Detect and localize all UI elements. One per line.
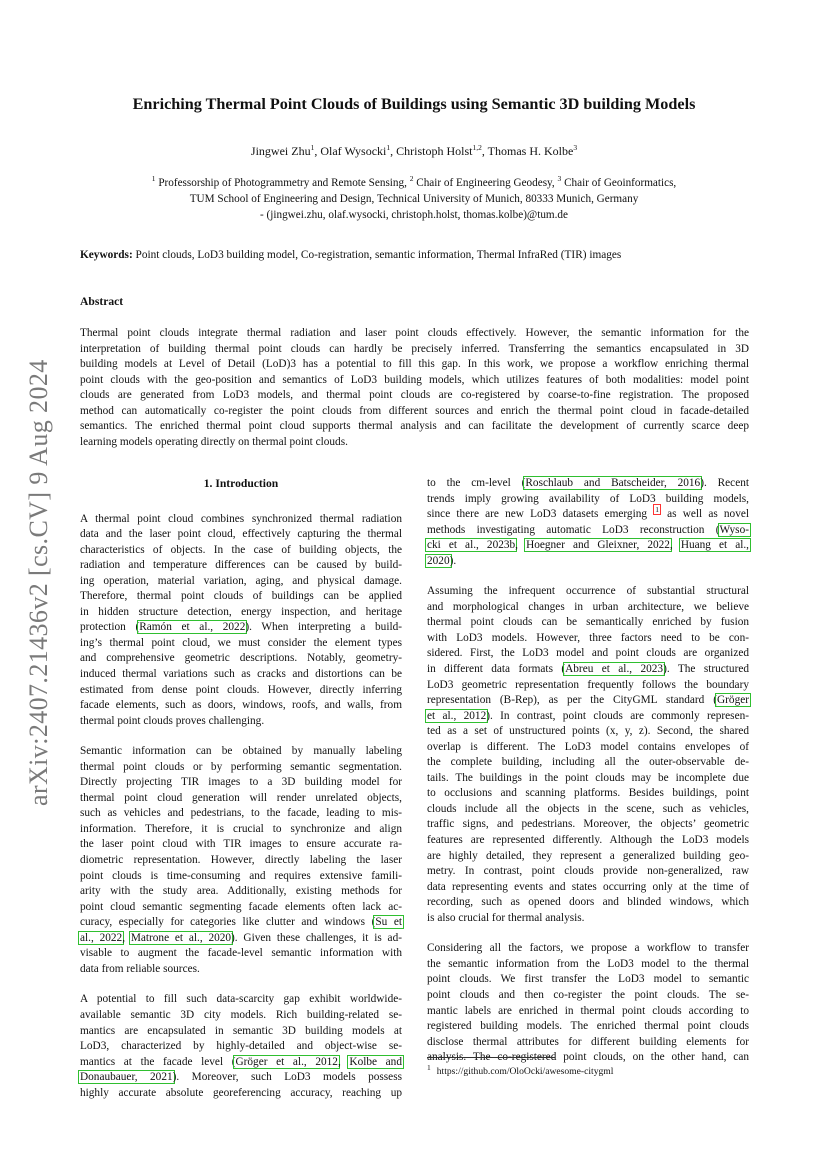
text-line: the complete building, including all the outer-observable de-: [427, 756, 749, 769]
text-line: Therefore, thermal point clouds of buildings can be applied: [80, 590, 402, 603]
text-line: facade elements, such as doors, windows, roofs, and walls, from: [80, 699, 402, 712]
text-line: A potential to fill such data-scarcity gap exhibit worldwide-: [80, 993, 402, 1006]
text-line: cki et al., 2023b, Hoegner and Gleixner, 2022, Huang et al.,: [427, 539, 749, 552]
text-line: information. Therefore, it is crucial to synchronize and align: [80, 822, 402, 835]
arxiv-stamp: arXiv:2407.21436v2 [cs.CV] 9 Aug 2024: [24, 359, 53, 806]
text-line: in different data formats (Abreu et al., 2023). The structured: [427, 663, 749, 676]
text-line: point clouds. We first transfer the LoD3 model to semantic: [427, 973, 749, 986]
affiliation-line-2: TUM School of Engineering and Design, Technical University of Munich, 80333 Munich, Germany: [189, 193, 639, 205]
text-line: induced thermal variations such as cracks and distortions can be: [80, 668, 402, 681]
text-line: al., 2022, Matrone et al., 2020). Given these challenges, it is ad-: [80, 931, 402, 944]
text-line: visable to augment the facade-level semantic information with: [80, 947, 402, 960]
text-line: ted as a set of unstructured points (x, y, z). Second, the shared: [427, 725, 749, 738]
text-line: mantics are encapsulated in semantic 3D building models at: [80, 1024, 402, 1037]
text-line: methods investigating automatic LoD3 reconstruction (Wyso-: [427, 523, 749, 536]
abstract-line: point clouds with the geo-position and semantics of LoD3 building models, which utilizes features of both modalities: model point: [80, 373, 749, 386]
text-line: metry. In contrast, point clouds provide non-generalized, raw: [427, 865, 749, 878]
affiliation-line-1: $^1$ Professorship of Photogrammetry and Remote Sensing, $^2$ Chair of Engineering Geodesy, $^3$ Chair of Geoinformatics,: [151, 174, 677, 189]
text-line: trends imply growing availability of LoD3 building models,: [427, 492, 749, 505]
citation-link[interactable]: Gröger et al., 2012: [235, 1055, 338, 1068]
text-line: radiation and temperature differences can be caused by build-: [80, 559, 402, 572]
text-line: thermal point clouds proves challenging.: [80, 714, 265, 727]
citation-link[interactable]: Abreu et al., 2023: [565, 663, 664, 676]
text-line: 2020).: [427, 554, 457, 567]
text-line: data and the laser point cloud, effectively capturing the thermal: [80, 528, 402, 541]
text-line: traffic signs, and pedestrians. Moreover, the objects’ geometric: [427, 818, 749, 831]
text-line: mantics at the facade level (Gröger et al., 2012, Kolbe and: [80, 1055, 402, 1068]
text-line: tails. The buildings in the point clouds may be incomplete due: [427, 771, 749, 784]
text-line: et al., 2012). In contrast, point clouds are commonly represen-: [427, 709, 749, 722]
author-list: Jingwei Zhu$^1$, Olaf Wysocki$^1$, Christoph Holst$^{1,2}$, Thomas H. Kolbe$^3$: [250, 143, 578, 158]
abstract-line: interpretation of building thermal point clouds can hardly be precisely inferred. Transferring the semantics encapsulated in 3D: [80, 342, 749, 355]
section-heading-introduction: 1. Introduction: [203, 477, 279, 490]
abstract-line: learning models operating directly on thermal point clouds.: [80, 435, 348, 448]
left-column: [80, 476, 402, 1101]
citation-link[interactable]: Hoegner and Gleixner, 2022: [526, 539, 670, 552]
text-line: estimated from dense point clouds. However, directly inferring: [80, 683, 402, 696]
right-column: [427, 476, 749, 1066]
text-line: representation (B-Rep), as per the CityGML standard (Gröger: [427, 694, 749, 707]
text-line: with LoD3 models. However, three factors need to be con-: [427, 631, 749, 644]
footnote-ref-link[interactable]: 1: [655, 505, 659, 515]
text-line: recording, such as opened doors and blinded windows, which: [427, 896, 749, 909]
citation-link[interactable]: Su et: [375, 916, 402, 929]
paper-title: Enriching Thermal Point Clouds of Buildings using Semantic 3D building Models: [132, 95, 696, 113]
citation-link[interactable]: et al., 2012: [427, 709, 487, 722]
text-line: and comprehensive geometric descriptions. Notably, geometry-: [80, 652, 402, 665]
text-line: available semantic 3D city models. Rich building-related se-: [80, 1008, 402, 1021]
affiliation-emails: - (jingwei.zhu, olaf.wysocki, christoph.holst, thomas.kolbe)@tum.de: [260, 209, 568, 221]
text-line: ing’s thermal point cloud, we must consider the element types: [80, 636, 402, 649]
text-line: Assuming the infrequent occurrence of substantial structural: [427, 585, 749, 598]
footnote-url[interactable]: https://github.com/OloOcki/awesome-citygml: [436, 1066, 614, 1077]
text-line: since there are new LoD3 datasets emerging $^1$ as well as novel: [427, 505, 749, 521]
text-line: overlap is different. The LoD3 model contains envelopes of: [427, 740, 749, 753]
abstract-line: Thermal point clouds integrate thermal radiation and laser point clouds effectively. However, the semantic information for the: [80, 327, 749, 339]
author-name: Christoph Holst: [396, 144, 473, 158]
citation-link[interactable]: Matrone et al., 2020: [130, 931, 232, 944]
citation-link[interactable]: Roschlaub and Batscheider, 2016: [525, 477, 701, 489]
text-line: the semantic information from the LoD3 model to the thermal: [427, 957, 749, 970]
text-line: are highly detailed, they represent a generalized building geo-: [427, 849, 749, 862]
text-line: LoD3 geometric representation frequently follows the boundary: [427, 678, 749, 691]
citation-link[interactable]: Huang et al.,: [680, 539, 749, 552]
text-line: diometric representation. However, directly labeling the laser: [80, 854, 402, 867]
affiliations: [0, 175, 828, 223]
text-line: Donaubauer, 2021). Moreover, such LoD3 models possess: [80, 1071, 402, 1084]
text-line: the laser point cloud with TIR images to ensure accurate ra-: [80, 838, 402, 851]
text-line: highly accurate absolute georeferencing accuracy, reaching up: [80, 1086, 402, 1099]
abstract-line: semantics. The enriched thermal point cloud supports thermal analysis and can facilitate the development of currently scarce deep: [80, 420, 749, 433]
text-line: ing operation, material variation, aging, and physical damage.: [80, 574, 402, 587]
text-line: thermal point clouds can be semantically enriched by fusion: [427, 616, 749, 629]
text-line: characteristics of objects. In the case of building objects, the: [80, 543, 402, 556]
text-line: to the cm-level (Roschlaub and Batscheider, 2016). Recent: [427, 477, 749, 489]
text-line: disclose thermal attributes for different building elements for: [427, 1035, 749, 1048]
paragraph: [427, 584, 749, 926]
text-line: thermal point cloud generation will render unrelated objects,: [80, 791, 402, 804]
text-line: sidered. First, the LoD3 model and point clouds are organized: [427, 647, 749, 660]
text-line: Semantic information can be obtained by manually labeling: [80, 745, 402, 758]
paragraph: [427, 476, 749, 569]
citation-link[interactable]: al., 2022: [80, 931, 123, 944]
text-line: arity with the study area. Additionally, existing methods for: [80, 885, 402, 898]
text-line: mantic labels are enriched in thermal point clouds according to: [427, 1004, 749, 1017]
text-line: in hidden structure detection, energy inspection, and heritage: [80, 605, 402, 618]
author-name: Thomas H. Kolbe: [487, 144, 574, 158]
citation-link[interactable]: Gröger: [717, 694, 749, 707]
author-affil-mark: 1: [386, 143, 391, 152]
footnote-number: 1: [427, 1063, 431, 1072]
paragraph-gap: [80, 729, 402, 744]
text-line: point cloud semantic segmenting facade elements often lack ac-: [80, 900, 402, 913]
text-line: LoD3, characterized by highly-detailed and object-wise se-: [80, 1040, 402, 1053]
keywords: [80, 249, 760, 261]
abstract-body: [80, 326, 749, 450]
abstract-line: building models at Level of Detail (LoD)3 has a potential to fill this gap. In this work, we propose a workflow enriching thermal: [80, 358, 749, 371]
text-line: to occlusions and scanning platforms. Besides buildings, point: [427, 787, 749, 800]
text-line: A thermal point cloud combines synchronized thermal radiation: [80, 512, 402, 525]
footnote: [427, 1063, 613, 1077]
footnote-rule: [427, 1057, 555, 1058]
text-line: features are represented differently. Although the LoD3 models: [427, 834, 749, 847]
paragraph-gap: [80, 977, 402, 992]
text-line: such as vehicles and pedestrians, to the facade, leading to mis-: [80, 807, 402, 820]
author-affil-mark: 3: [573, 143, 578, 152]
citation-link[interactable]: Kolbe and: [349, 1055, 402, 1068]
citation-link[interactable]: Donaubauer, 2021: [80, 1071, 173, 1084]
abstract-heading: Abstract: [80, 295, 124, 308]
author-affil-mark: 1: [310, 143, 315, 152]
author-name: Jingwei Zhu: [250, 144, 311, 158]
text-line: registered building models. The enriched thermal point clouds: [427, 1020, 749, 1033]
text-line: data representing events and states occurring only at the time of: [427, 880, 749, 893]
citation-link[interactable]: cki et al., 2023b: [427, 539, 516, 552]
text-line: data from reliable sources.: [80, 962, 200, 975]
keywords-label: Keywords:: [80, 249, 133, 261]
text-line: curacy, especially for categories like clutter and windows (Su et: [80, 916, 402, 929]
author-affil-mark: 1,2: [472, 143, 482, 152]
abstract-line: clouds are generated from LoD3 models, and thermal point clouds are co-registered by coarse-to-fine registration. The proposed: [80, 389, 749, 402]
text-line: Directly projecting TIR images to a 3D building model for: [80, 776, 402, 789]
text-line: thermal point clouds or by performing semantic segmentation.: [80, 760, 402, 773]
text-line: point clouds is time-consuming and requires extensive famili-: [80, 869, 402, 882]
paragraph: [80, 512, 402, 730]
text-line: and morphological changes in urban architecture, we believe: [427, 600, 749, 613]
text-line: is also crucial for thermal analysis.: [427, 911, 585, 924]
abstract-line: method can automatically co-register the point clouds from different sources and enrich the thermal point cloud in facade-detailed: [80, 404, 749, 417]
paragraph: [80, 992, 402, 1101]
text-line: clouds include all the objects in the scene, such as vehicles,: [427, 802, 749, 815]
paragraph: [427, 941, 749, 1065]
paragraph-gap: [427, 569, 749, 584]
citation-link[interactable]: Wyso-: [719, 523, 749, 536]
text-line: protection (Ramón et al., 2022). When interpreting a build-: [80, 621, 403, 634]
keywords-text: Point clouds, LoD3 building model, Co-registration, semantic information, Thermal InfraRed (TIR) images: [132, 249, 622, 261]
citation-link[interactable]: 2020: [427, 554, 450, 567]
author-name: Olaf Wysocki: [320, 144, 387, 158]
paragraph: [80, 744, 402, 977]
text-line: analysis. The co-registered point clouds, on the other hand, can: [427, 1051, 749, 1064]
citation-link[interactable]: Ramón et al., 2022: [139, 621, 246, 634]
text-line: point clouds and then co-register the point clouds. The se-: [427, 988, 749, 1001]
text-line: Considering all the factors, we propose a workflow to transfer: [427, 942, 749, 955]
paragraph-gap: [427, 926, 749, 941]
